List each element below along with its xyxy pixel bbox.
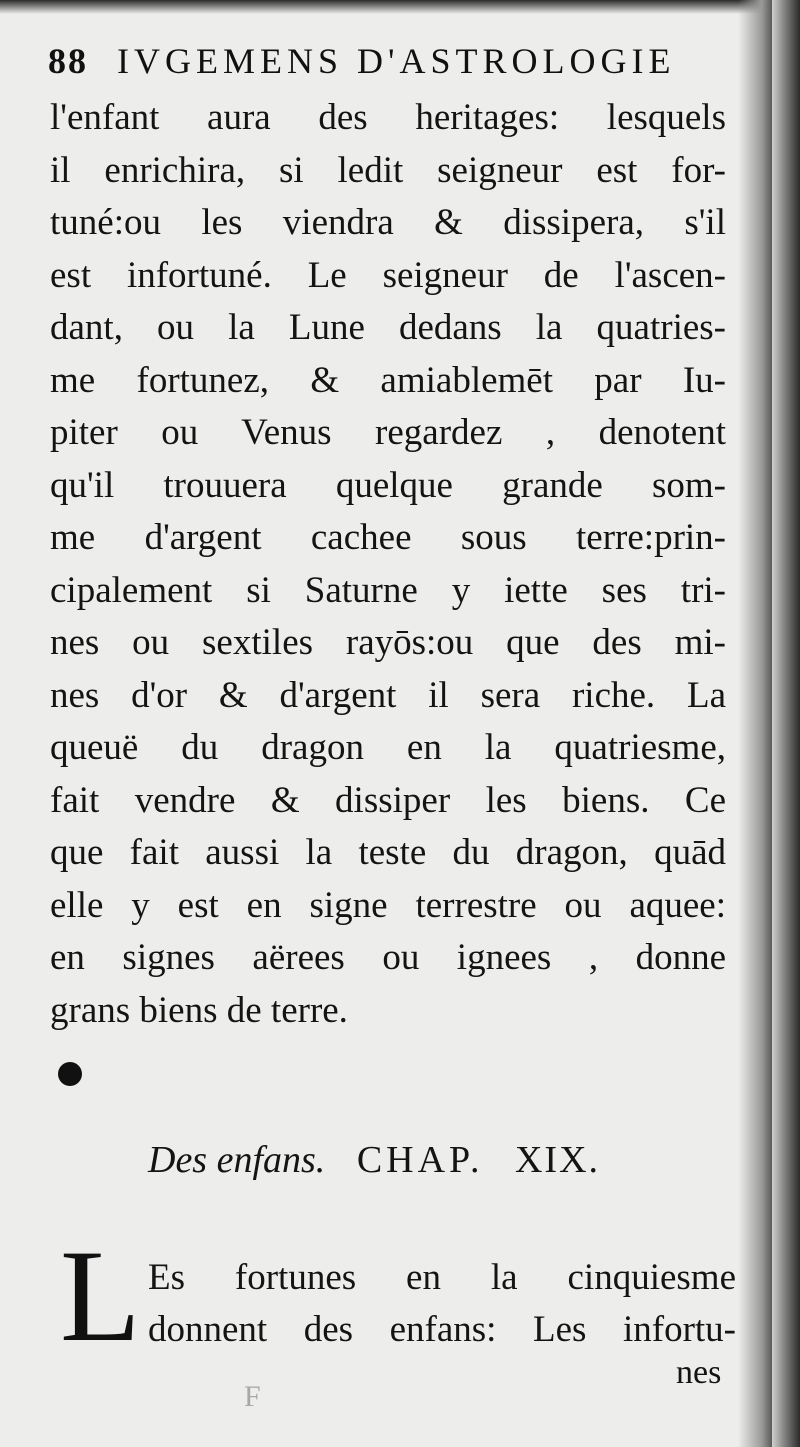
text-line: est infortuné. Le seigneur de l'ascen-: [50, 254, 726, 296]
running-title: IVGEMENS D'ASTROLOGIE: [117, 41, 676, 81]
signature-mark: F: [244, 1380, 261, 1413]
ink-blot: [58, 1062, 82, 1086]
text-line: qu'il trouuera quelque grande som-: [50, 464, 726, 506]
text-line: Es fortunes en la cinquiesme: [148, 1257, 736, 1298]
chapter-heading: [148, 1138, 668, 1194]
text-line-last: grans biens de terre.: [50, 989, 348, 1031]
book-spine: [772, 0, 800, 1447]
chapter-number: XIX.: [514, 1139, 601, 1181]
page-number: 88: [48, 41, 88, 81]
text-line: me d'argent cachee sous terre:prin-: [50, 517, 726, 558]
catchword: nes: [676, 1354, 722, 1391]
text-line: donnent des enfans: Les infortu-: [148, 1309, 736, 1350]
chapter-opening-text: [148, 1252, 736, 1356]
text-line: dant, ou la Lune dedans la quatries-: [50, 307, 726, 348]
text-line: queuë du dragon en la quatriesme,: [50, 727, 726, 768]
text-line: nes d'or & d'argent il sera riche. La: [50, 674, 726, 716]
text-line: tuné:ou les viendra & dissipera, s'il: [50, 202, 726, 243]
body-text: [50, 92, 726, 1037]
text-line: en signes aërees ou ignees , donne: [50, 937, 726, 978]
text-line: nes ou sextiles rayōs:ou que des mi-: [50, 622, 726, 663]
text-line: que fait aussi la teste du dragon, quād: [50, 832, 726, 873]
text-line: fait vendre & dissiper les biens. Ce: [50, 779, 726, 821]
text-line: il enrichira, si ledit seigneur est for-: [50, 149, 726, 191]
text-line: elle y est en signe terrestre ou aquee:: [50, 884, 726, 926]
text-line: cipalement si Saturne y iette ses tri-: [50, 569, 726, 611]
chapter-title: Des enfans.: [148, 1139, 326, 1181]
page-header: [48, 40, 738, 90]
chapter-label: CHAP.: [356, 1139, 484, 1181]
text-line: piter ou Venus regardez , denotent: [50, 412, 726, 453]
text-line: l'enfant aura des heritages: lesquels: [50, 97, 726, 138]
top-edge-shadow: [0, 0, 772, 14]
text-line: me fortunez, & amiablemēt par Iu-: [50, 359, 726, 401]
gutter-shadow: [738, 0, 772, 1447]
drop-cap: L: [60, 1222, 141, 1369]
